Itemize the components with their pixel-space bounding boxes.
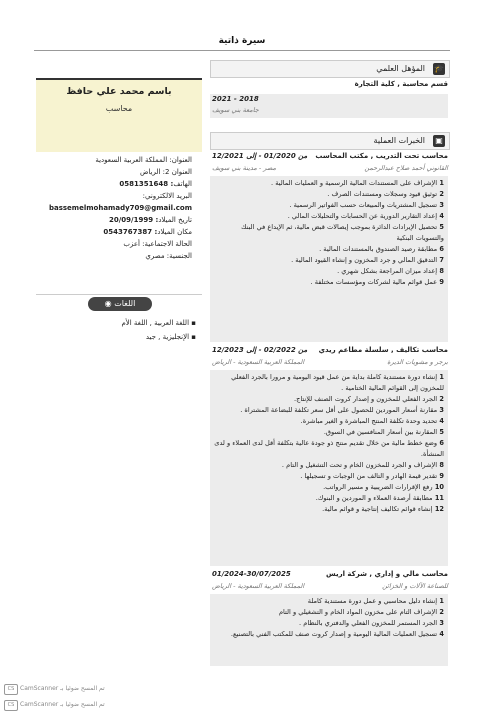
main-column xyxy=(210,54,448,664)
job-title: محاسب مالي و إداري , شركة اريس xyxy=(326,570,448,578)
job-dates: من 02/2022 - إلى 12/2023 xyxy=(212,346,308,354)
person-job: محاسب xyxy=(105,104,133,113)
list-item: 4 إعداد التقارير الدورية عن الحسابات والتحليلات المالي . xyxy=(287,212,444,220)
job-company: للصناعة الآلات و الخزائن xyxy=(382,582,448,590)
list-item: 5 تحصيل الإيرادات الدائرة بموجب إيصالات قبض مالية، ثم الإيداع في البنك والتسويات البنكية xyxy=(241,223,444,242)
job-3-duties xyxy=(210,594,448,666)
graduation-cap-icon: 🎓 xyxy=(434,64,444,73)
info-email-label: البريد الالكتروني: xyxy=(142,192,192,200)
list-item: 2 الجرد الفعلي للمخزون و إصدار كروت الصنف للإنتاج. xyxy=(294,395,444,403)
job-title: محاسب تكاليف , سلسلة مطاعم ريدي xyxy=(318,346,448,354)
list-item: 4 تحديد وحدة تكلفة المنتج المباشرة و الغير مباشرة. xyxy=(300,417,444,425)
job-1-company-row xyxy=(210,164,448,174)
job-1-title-row xyxy=(210,152,448,164)
list-item: 2 الإشراف التام على مخزون المواد الخام و التشغيلي و التام xyxy=(278,608,444,616)
info-birthdate: تاريخ الميلاد: 20/09/1999 xyxy=(108,216,192,224)
list-item: 9 عمل قوائم مالية لشركات ومؤسسات مختلفة . xyxy=(310,278,444,286)
education-university: جامعة بني سويف xyxy=(212,106,259,114)
list-item: 6 مطابقة رصيد الصندوق بالمستندات المالية . xyxy=(319,245,444,253)
list-item: 2 توثيق قيود وسجلات ومستندات الصرف . xyxy=(327,190,444,198)
list-item: 8 الإشراف و الجرد للمخزون الخام و تحت التشغيل و التام . xyxy=(281,461,444,469)
list-item: 10 رفع الإقرارات الضريبية و مسير الرواتب. xyxy=(323,483,444,491)
page-title: سيرة ذاتية xyxy=(218,36,266,46)
sidebar xyxy=(36,54,202,664)
job-2-company-row xyxy=(210,358,448,368)
list-item: 1 إنشاء دورة مستندية كاملة بداية من عمل قيود اليومية و مرورا بالجرد الفعلي للمخزون إلى القوائم المالية الختامية . xyxy=(231,373,444,392)
job-dates: من 01/2020 - إلى 12/2021 xyxy=(212,152,308,160)
list-item: 12 إنشاء قوائم تكاليف إنتاجية و قوائم مالية. xyxy=(322,505,444,513)
list-item: 5 المقارنة بين أسعار المنافسين في السوق. xyxy=(323,428,444,436)
job-dates: 01/2024-30/07/2025 xyxy=(212,570,291,578)
info-email[interactable]: bassemelmohamady709@gmail.com xyxy=(48,204,192,212)
info-marital: الحالة الاجتماعية: أعزب xyxy=(123,240,192,248)
list-item: 9 تقدير قيمة الهادر و التالف من الوجبات و تسجيلها . xyxy=(300,472,444,480)
camscanner-logo-icon: CS xyxy=(4,684,18,695)
info-address2: العنوان 2: الرياض xyxy=(139,168,192,176)
list-item: 3 تسجيل المشتريات والمبيعات حسب الفواتير الرسمية . xyxy=(289,201,444,209)
list-item: 4 تسجيل العمليات المالية اليومية و إصدار كروت صنف للمكتب الفني بالتصنيع. xyxy=(230,630,444,638)
resume-page xyxy=(28,30,456,660)
list-item: 1 إنشاء دليل محاسبي و عمل دورة مستندية كاملة xyxy=(307,597,444,605)
experience-header: ▣ الخبرات العملية xyxy=(210,132,450,150)
job-company: القانوني أحمد صلاح عبدالرحمن xyxy=(364,164,448,172)
job-3-title-row xyxy=(210,570,448,582)
job-3-company-row xyxy=(210,582,448,592)
job-place: المملكة العربية السعودية - الرياض xyxy=(212,358,305,366)
info-phone: الهاتف: 0581351648 xyxy=(119,180,192,188)
list-item: 8 إعداد ميزان المراجعة بشكل شهري . xyxy=(337,267,444,275)
language-item: ▪ اللغة العربية , اللغة الأم xyxy=(46,316,196,330)
education-degree: قسم محاسبة , كلية التجارة xyxy=(354,80,448,88)
languages-list xyxy=(46,316,196,344)
education-dates: 2018 - 2021 xyxy=(212,95,259,103)
name-box xyxy=(36,78,202,152)
person-name: باسم محمد علي حافظ xyxy=(66,86,172,97)
info-birthplace: مكان الميلاد: 0543767387 xyxy=(103,228,192,236)
list-item: 1 الإشراف على المستندات المالية الرسمية و العمليات المالية . xyxy=(271,179,444,187)
info-address: العنوان: المملكة العربية السعودية xyxy=(95,156,192,164)
job-title: محاسب تحت التدريب , مكتب المحاسب xyxy=(315,152,448,160)
languages-header xyxy=(36,294,202,311)
list-item: 3 مقارنة أسعار الموردين للحصول على أقل سعر تكلفة للبضاعة المشتراة . xyxy=(240,406,444,414)
job-2-title-row xyxy=(210,346,448,358)
job-place: مصر - مدينة بني سويف xyxy=(212,164,276,172)
list-item: 11 مطابقة أرصدة العملاء و الموردين و البنوك. xyxy=(315,494,444,502)
job-1-duties xyxy=(210,176,448,342)
camscanner-watermark-1: CS CamScanner تم المسح ضوئيا بـ xyxy=(4,684,107,695)
languages-badge: ◉ اللغات xyxy=(88,297,152,311)
contact-info xyxy=(42,154,192,262)
camscanner-watermark-2: CS CamScanner تم المسح ضوئيا بـ xyxy=(4,700,107,711)
job-place: المملكة العربية السعودية - الرياض xyxy=(212,582,305,590)
list-item: 6 وضع خطط مالية من خلال تقديم منتج ذو جودة عالية بتكلفة أقل لدى العملاء و لدى المنشأة. xyxy=(214,439,444,458)
job-2-duties xyxy=(210,370,448,566)
info-nationality: الجنسية: مصري xyxy=(145,252,192,260)
language-item: ▪ الإنجليزية , جيد xyxy=(46,330,196,344)
education-details xyxy=(210,94,448,118)
camscanner-logo-icon: CS xyxy=(4,700,18,711)
briefcase-icon: ▣ xyxy=(433,135,445,147)
job-company: برجر و مشويات الديرة xyxy=(387,358,448,366)
list-item: 3 الجرد المستمر للمخزون الفعلي والدفتري بالنظام . xyxy=(299,619,444,627)
list-item: 7 التدقيق المالي و جرد المخزون و إنشاء القيود المالية . xyxy=(291,256,444,264)
title-divider xyxy=(34,50,450,51)
education-header: 🎓 المؤهل العلمي xyxy=(210,60,450,78)
